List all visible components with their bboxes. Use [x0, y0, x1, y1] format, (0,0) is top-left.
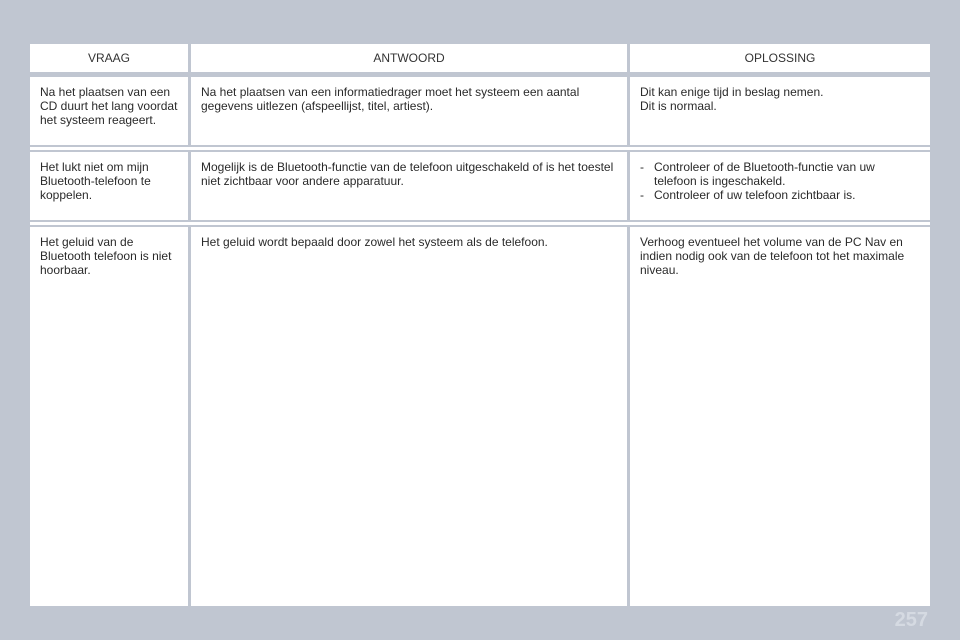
row-3-question: Het geluid van de Bluetooth telefoon is niet hoorbaar. [30, 227, 188, 606]
header-answer: ANTWOORD [191, 44, 627, 72]
bullet-dash: - [640, 160, 644, 174]
row-divider [30, 147, 930, 150]
row-divider [30, 222, 930, 225]
row-1-solution-line-2: Dit is normaal. [640, 99, 717, 113]
row-2-question: Het lukt niet om mijn Bluetooth-telefoon te koppelen. [30, 152, 188, 220]
row-2-solution-bullet-2 [640, 188, 920, 202]
header-question: VRAAG [30, 44, 188, 72]
row-1-solution-line-1: Dit kan enige tijd in beslag nemen. [640, 85, 824, 99]
row-1-solution [630, 77, 930, 145]
row-2-answer: Mogelijk is de Bluetooth-functie van de telefoon uitgeschakeld of is het toestel niet zichtbaar voor andere apparatuur. [191, 152, 627, 220]
header-solution: OPLOSSING [630, 44, 930, 72]
row-1-answer: Na het plaatsen van een informatiedrager moet het systeem een aantal gegevens uitlezen (afspeellijst, titel, artiest). [191, 77, 627, 145]
faq-table [30, 44, 930, 606]
bullet-text: Controleer of uw telefoon zichtbaar is. [654, 188, 856, 202]
row-3-solution: Verhoog eventueel het volume van de PC Nav en indien nodig ook van de telefoon tot het maximale niveau. [630, 227, 930, 606]
page-number: 257 [894, 609, 928, 631]
row-2-solution-bullet-1 [640, 160, 920, 188]
bullet-text: Controleer of de Bluetooth-functie van uw telefoon is ingeschakeld. [654, 160, 875, 188]
bullet-dash: - [640, 188, 644, 202]
row-1-question: Na het plaatsen van een CD duurt het lang voordat het systeem reageert. [30, 77, 188, 145]
row-3-answer: Het geluid wordt bepaald door zowel het systeem als de telefoon. [191, 227, 627, 606]
row-2-solution [630, 152, 930, 220]
